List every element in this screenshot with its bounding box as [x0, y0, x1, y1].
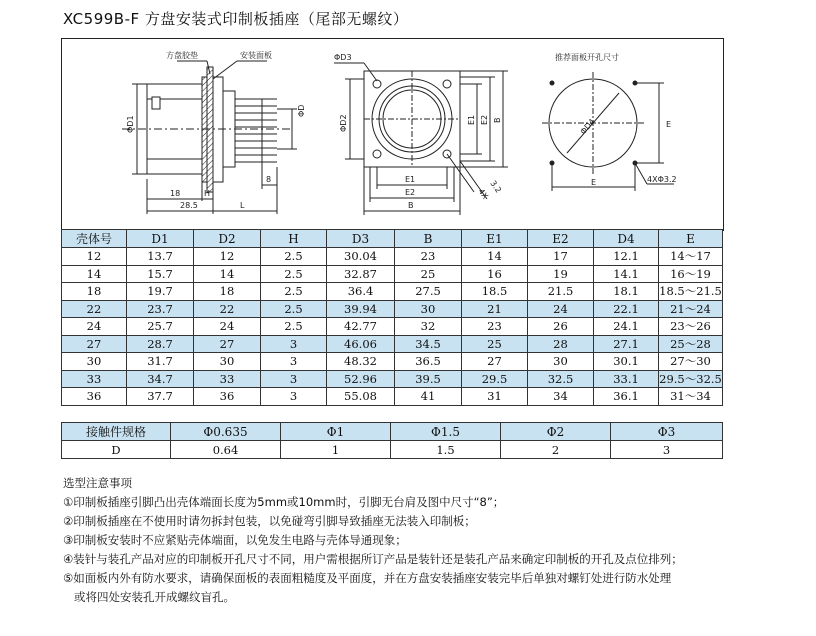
table-cell: 23.7 — [127, 300, 194, 318]
table-cell: 18.1 — [594, 283, 659, 301]
table-cell: 27.5 — [395, 283, 462, 301]
table-cell: 14～17 — [659, 248, 723, 266]
table-cell: 14 — [194, 265, 261, 283]
note-item: ①印制板插座引脚凸出壳体端面长度为5mm或10mm时，引脚无台肩及图中尺寸“8”； — [63, 495, 505, 509]
table-cell: 29.5 — [462, 370, 528, 388]
label-d2: ΦD2 — [339, 114, 348, 132]
table-cell: 26 — [528, 318, 594, 336]
table-cell: 15.7 — [127, 265, 194, 283]
label-d3: ΦD3 — [334, 53, 352, 62]
table-cell: 1.5 — [391, 441, 501, 459]
table-cell: 2.5 — [261, 318, 327, 336]
table-cell: 24 — [528, 300, 594, 318]
note-item: ⑤如面板内外有防水要求，请确保面板的表面粗糙度及平面度，并在方盘安装插座安装完毕后单独对螺钉处进行防水处理 — [63, 571, 672, 585]
contact-table-header — [62, 423, 723, 441]
header-cell: Φ2 — [501, 423, 611, 441]
table-cell: 30 — [62, 353, 127, 371]
table-cell: 28.7 — [127, 335, 194, 353]
label-dim-4x: 4X — [476, 186, 490, 201]
table-cell: 25.7 — [127, 318, 194, 336]
technical-drawing — [61, 38, 724, 231]
table-cell: 23 — [395, 248, 462, 266]
label-e-horizontal: E — [591, 178, 597, 187]
table-cell: 33 — [194, 370, 261, 388]
note-item: 或将四处安装孔开成螺纹盲孔。 — [63, 590, 235, 604]
header-cell: 接触件规格 — [62, 423, 171, 441]
header-cell: Φ0.635 — [171, 423, 281, 441]
label-dim-l: L — [240, 201, 245, 210]
note-item: ③印制板安装时不应紧贴壳体端面，以免发生电路与壳体导通现象； — [63, 533, 407, 547]
table-cell: 31～34 — [659, 388, 723, 406]
table-cell: 27～30 — [659, 353, 723, 371]
table-cell: 19.7 — [127, 283, 194, 301]
note-item: ②印制板插座在不使用时请勿拆封包装，以免碰弯引脚导致插座无法装入印制板； — [63, 514, 476, 528]
label-flange-gasket: 方盘胶垫 — [166, 51, 198, 60]
table-cell: 14 — [462, 248, 528, 266]
table-cell: 23 — [462, 318, 528, 336]
table-cell: 28 — [528, 335, 594, 353]
table-cell: 55.08 — [327, 388, 395, 406]
table-cell: 30 — [395, 300, 462, 318]
header-cell: Φ1 — [281, 423, 391, 441]
table-cell: 29.5～32.5 — [659, 371, 722, 386]
label-dim-8: 8 — [266, 175, 272, 184]
label-panel-cutout-title: 推荐面板开孔尺寸 — [555, 53, 619, 62]
table-cell: 34.5 — [395, 335, 462, 353]
table-cell: 12 — [194, 248, 261, 266]
table-cell: 13.7 — [127, 248, 194, 266]
table-cell: 22 — [62, 300, 127, 318]
table-cell: 42.77 — [327, 318, 395, 336]
label-b-vertical: B — [493, 117, 502, 123]
table-cell: 23～26 — [659, 318, 723, 336]
table-cell: 30.1 — [594, 353, 659, 371]
table-cell: 24 — [194, 318, 261, 336]
table-cell: 34 — [528, 388, 594, 406]
table-row — [62, 335, 723, 353]
header-cell: D3 — [327, 230, 395, 248]
table-cell: 18 — [62, 283, 127, 301]
table-cell: 34.7 — [127, 370, 194, 388]
table-cell: 18.5～21.5 — [659, 284, 722, 299]
table-cell: 3 — [611, 441, 723, 459]
table-row — [62, 441, 723, 459]
label-dim-h: H — [204, 189, 211, 198]
table-row — [62, 265, 723, 283]
table-cell: 39.94 — [327, 300, 395, 318]
table-cell: 36.1 — [594, 388, 659, 406]
table-cell: 46.06 — [327, 335, 395, 353]
table-cell: 39.5 — [395, 370, 462, 388]
table-cell: 27 — [194, 335, 261, 353]
table-cell: 30 — [528, 353, 594, 371]
header-cell: D2 — [194, 230, 261, 248]
table-cell: 48.32 — [327, 353, 395, 371]
table-cell: D — [62, 441, 171, 459]
label-mount-panel: 安装面板 — [240, 51, 272, 60]
label-dim-18: 18 — [170, 189, 181, 198]
table-cell: 30 — [194, 353, 261, 371]
table-cell: 14 — [62, 265, 127, 283]
table-cell: 32.5 — [528, 370, 594, 388]
label-e1-horizontal: E1 — [405, 175, 416, 184]
table-cell: 0.64 — [171, 441, 281, 459]
table-cell: 3 — [261, 370, 327, 388]
table-cell: 3 — [261, 353, 327, 371]
header-cell: D4 — [594, 230, 659, 248]
table-cell: 12 — [62, 248, 127, 266]
table-cell: 17 — [528, 248, 594, 266]
table-cell: 12.1 — [594, 248, 659, 266]
panel-cutout-view — [542, 72, 674, 191]
table-cell: 36 — [62, 388, 127, 406]
table-cell: 22.1 — [594, 300, 659, 318]
table-cell: 21 — [462, 300, 528, 318]
table-row — [62, 283, 723, 301]
drawing-svg — [62, 39, 723, 230]
label-dim-28-5: 28.5 — [180, 201, 198, 210]
table-cell: 37.7 — [127, 388, 194, 406]
table-cell: 33.1 — [594, 370, 659, 388]
note-item: ④装针与装孔产品对应的印制板开孔尺寸不同，用户需根据所订产品是装针还是装孔产品来确定印制板的开孔及点位排列； — [63, 552, 683, 566]
table-cell: 2.5 — [261, 300, 327, 318]
table-cell: 16～19 — [659, 265, 723, 283]
table-cell: 2.5 — [261, 248, 327, 266]
header-cell: E2 — [528, 230, 594, 248]
table-cell: 52.96 — [327, 370, 395, 388]
header-cell: B — [395, 230, 462, 248]
table-cell: 25～28 — [659, 335, 723, 353]
contact-table — [61, 422, 723, 459]
table-cell: 41 — [395, 388, 462, 406]
table-cell: 36.4 — [327, 283, 395, 301]
header-cell: Φ1.5 — [391, 423, 501, 441]
table-cell: 32 — [395, 318, 462, 336]
table-cell: 14.1 — [594, 265, 659, 283]
table-row — [62, 388, 723, 406]
selection-notes — [63, 474, 683, 607]
table-cell: 31 — [462, 388, 528, 406]
table-cell: 27 — [462, 353, 528, 371]
header-cell: 壳体号 — [62, 230, 127, 248]
table-cell: 33 — [62, 370, 127, 388]
table-cell: 32.87 — [327, 265, 395, 283]
label-e2-horizontal: E2 — [405, 188, 416, 197]
table-cell: 27 — [62, 335, 127, 353]
table-cell: 1 — [281, 441, 391, 459]
table-cell: 24 — [62, 318, 127, 336]
table-cell: 27.1 — [594, 335, 659, 353]
table-cell: 3 — [261, 388, 327, 406]
spec-table — [61, 229, 723, 406]
header-cell: D1 — [127, 230, 194, 248]
label-b-horizontal: B — [408, 201, 414, 210]
table-cell: 16 — [462, 265, 528, 283]
spec-table-header — [62, 230, 723, 248]
table-row — [62, 353, 723, 371]
label-d1: ΦD1 — [126, 115, 135, 133]
label-e1-vertical: E1 — [467, 114, 476, 125]
table-cell: 24.1 — [594, 318, 659, 336]
table-cell: 25 — [395, 265, 462, 283]
header-cell: H — [261, 230, 327, 248]
label-d4: ΦD4 — [578, 117, 597, 137]
label-dim-3-2: 3.2 — [488, 178, 504, 195]
table-cell: 2.5 — [261, 265, 327, 283]
table-cell: 19 — [528, 265, 594, 283]
table-cell: 18.5 — [462, 283, 528, 301]
header-cell: E — [659, 230, 723, 248]
table-cell: 30.04 — [327, 248, 395, 266]
label-e-vertical: E — [666, 120, 672, 129]
table-cell: 36.5 — [395, 353, 462, 371]
table-cell: 3 — [261, 335, 327, 353]
table-cell: 2 — [501, 441, 611, 459]
header-cell: Φ3 — [611, 423, 723, 441]
label-hole-spec: 4XΦ3.2 — [647, 175, 677, 184]
page-title: XC599B-F 方盘安装式印制板插座（尾部无螺纹） — [63, 10, 409, 28]
table-cell: 31.7 — [127, 353, 194, 371]
table-cell: 21～24 — [659, 300, 723, 318]
table-cell: 36 — [194, 388, 261, 406]
table-row — [62, 248, 723, 266]
notes-heading: 选型注意事项 — [63, 476, 132, 490]
label-d0: ΦD — [297, 104, 306, 117]
table-cell: 22 — [194, 300, 261, 318]
table-cell: 2.5 — [261, 283, 327, 301]
label-e2-vertical: E2 — [480, 114, 489, 125]
table-cell: 18 — [194, 283, 261, 301]
table-row — [62, 300, 723, 318]
table-row — [62, 318, 723, 336]
table-cell: 21.5 — [528, 283, 594, 301]
table-row — [62, 370, 723, 388]
table-cell: 25 — [462, 335, 528, 353]
header-cell: E1 — [462, 230, 528, 248]
